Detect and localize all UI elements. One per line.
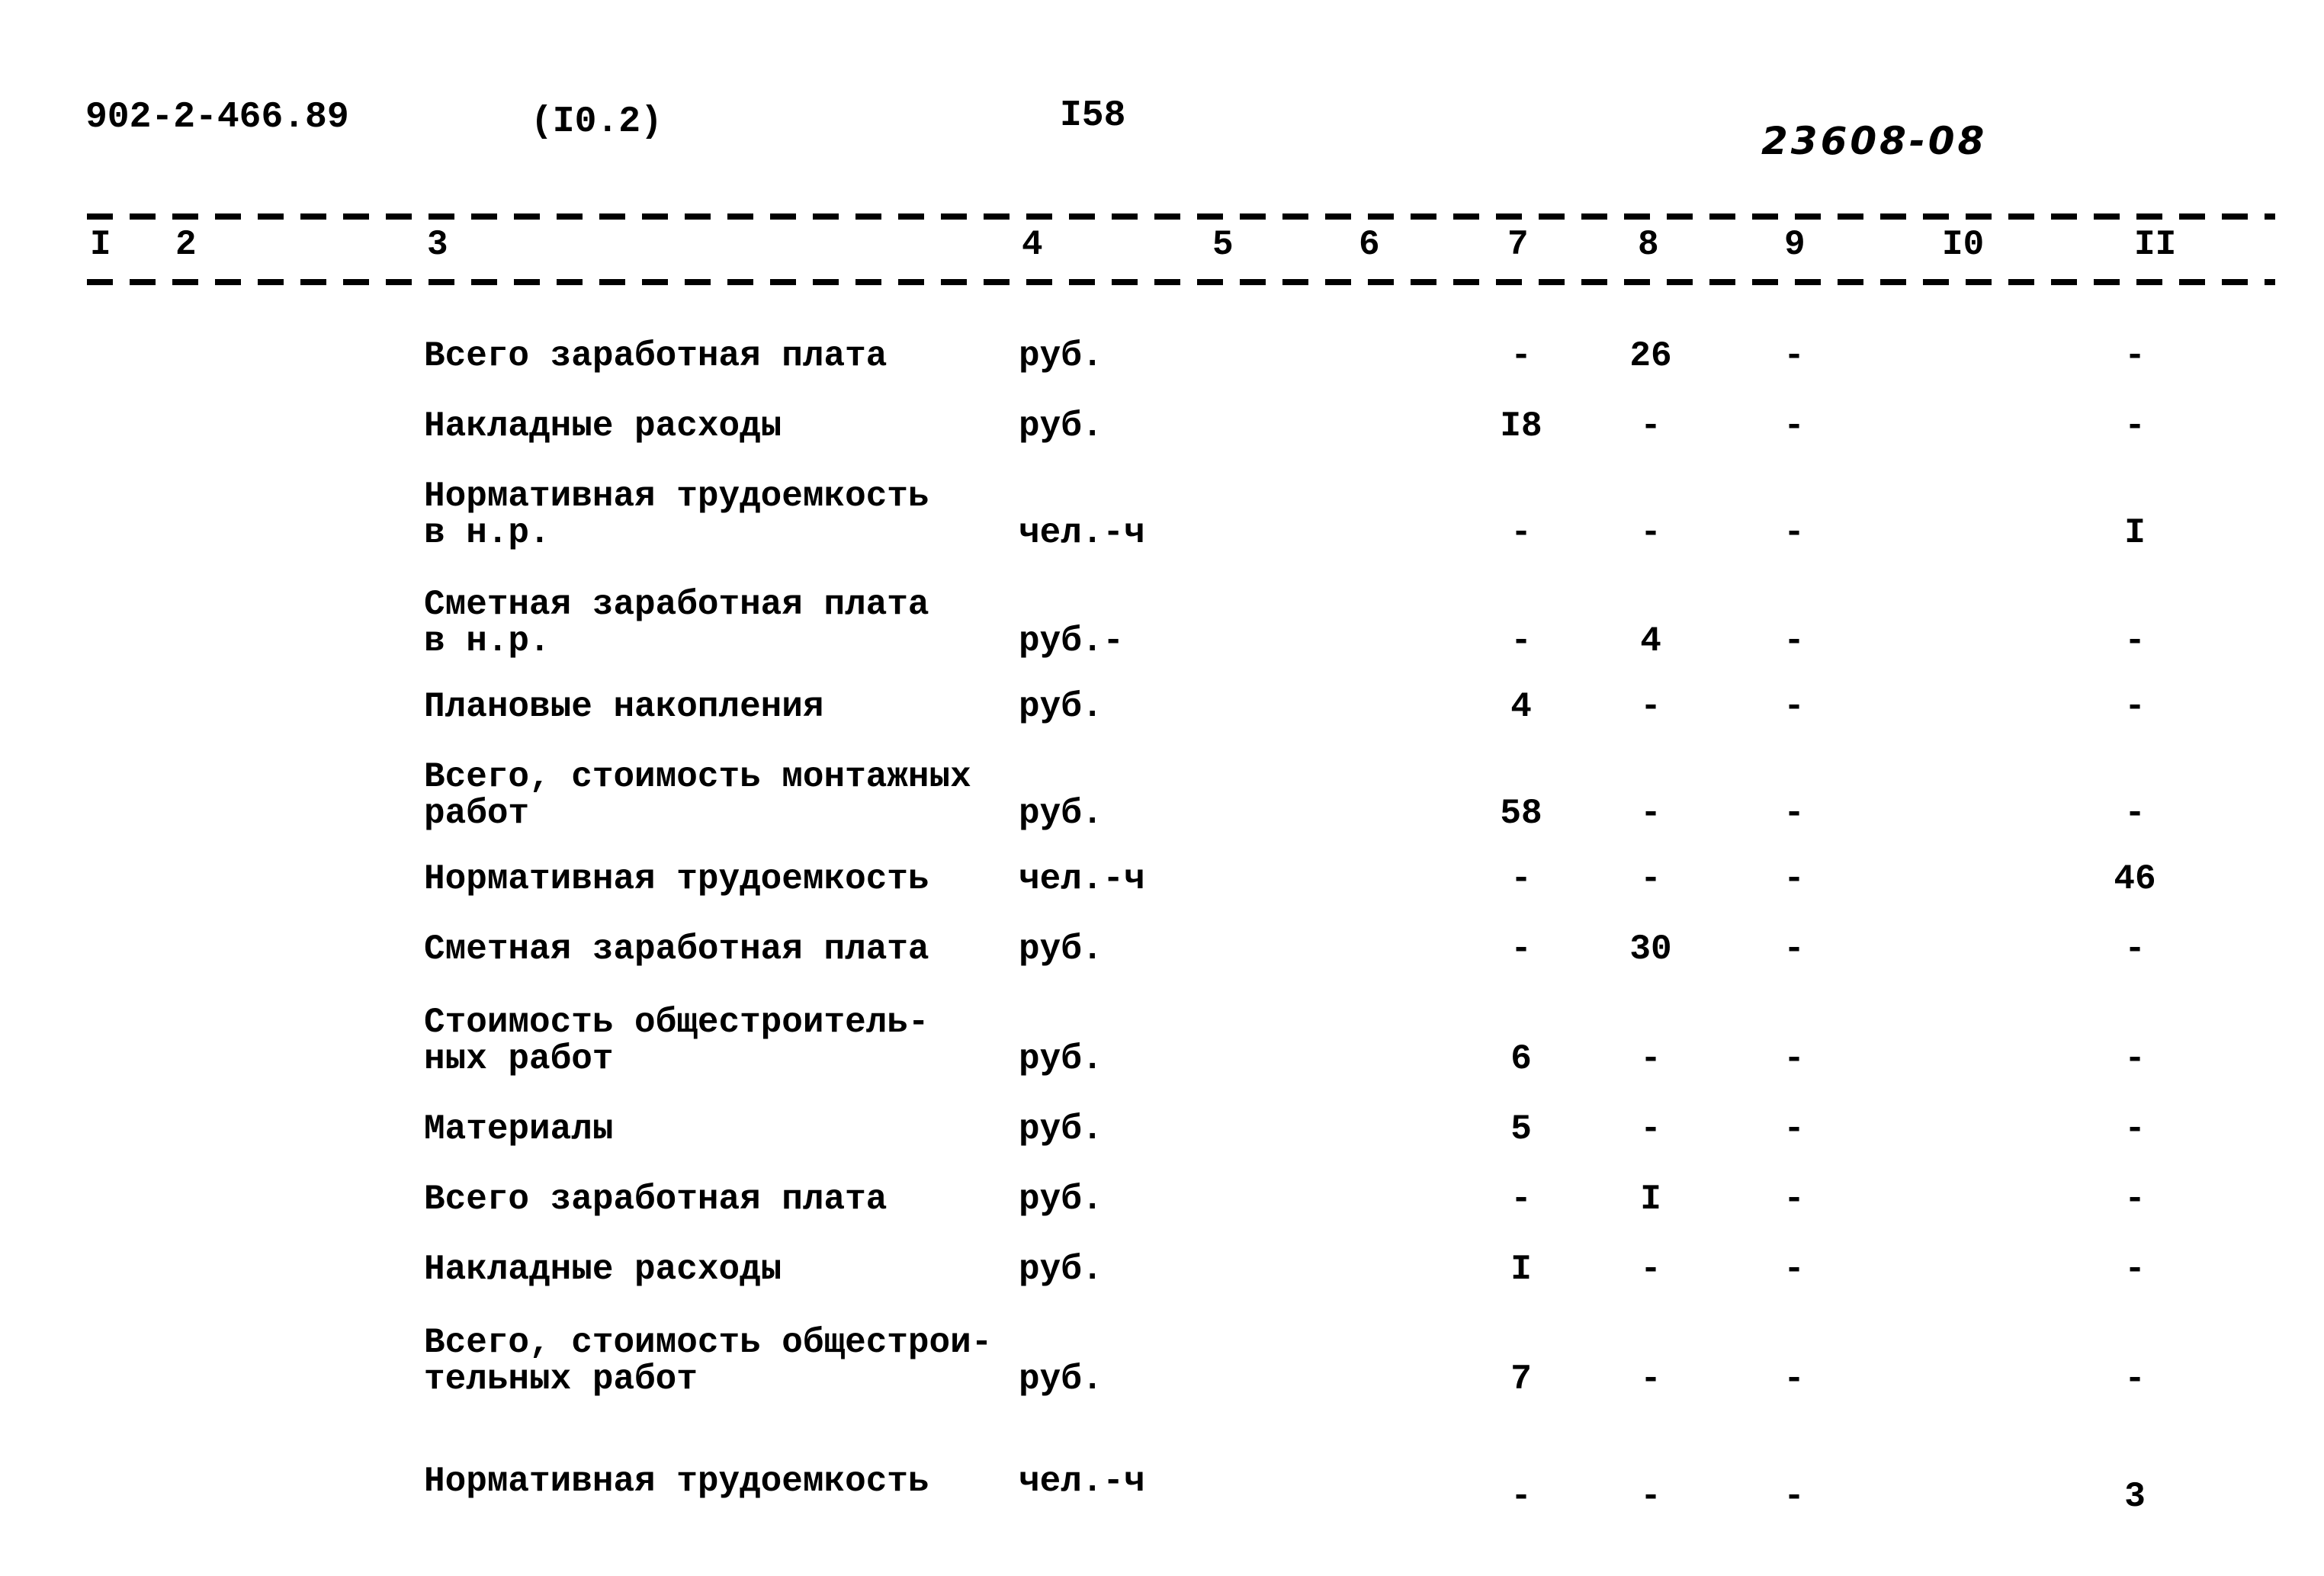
row-unit: руб. [1019,794,1103,833]
row-label: Сметная заработная плата [424,929,929,969]
cell-col-9: - [1783,406,1805,446]
cell-col-8: - [1640,1250,1661,1289]
row-label: тельных работ [424,1359,698,1399]
cell-col-9: - [1783,1109,1805,1149]
cell-col-8: - [1640,859,1661,899]
cell-col-8: - [1640,513,1661,553]
cell-col-11: 3 [2124,1477,2146,1517]
header-top-rule [87,213,2275,220]
cell-col-11: - [2124,687,2146,727]
cell-col-7: 5 [1510,1109,1532,1149]
row-unit: руб. [1019,336,1103,376]
cell-col-9: - [1783,1180,1805,1219]
row-label: Нормативная трудоемкость [424,859,929,899]
cell-col-7: I8 [1500,406,1542,446]
page-number: I58 [1060,95,1126,136]
cell-col-9: - [1783,1477,1805,1517]
cell-col-9: - [1783,621,1805,661]
row-unit: руб. [1019,406,1103,446]
cell-col-7: I [1510,1250,1532,1289]
cell-col-11: - [2124,1180,2146,1219]
cell-col-11: - [2124,1109,2146,1149]
column-number-3: 3 [427,225,448,265]
cell-col-11: - [2124,1250,2146,1289]
cell-col-9: - [1783,929,1805,969]
cell-col-7: 6 [1510,1039,1532,1079]
row-unit: руб. [1019,1250,1103,1289]
column-number-2: 2 [175,225,197,265]
row-label: Сметная заработная плата [424,585,929,624]
column-number-8: 8 [1638,225,1659,265]
cell-col-7: - [1510,1180,1532,1219]
cell-col-8: I [1640,1180,1661,1219]
cell-col-9: - [1783,1250,1805,1289]
row-unit: руб. [1019,1180,1103,1219]
section-number: (I0.2) [531,101,663,143]
column-number-5: 5 [1212,225,1234,265]
column-number-10: I0 [1942,225,1985,265]
row-label: в н.р. [424,621,551,661]
row-unit: чел.-ч [1019,513,1145,553]
cell-col-8: - [1640,1477,1661,1517]
row-label: Плановые накопления [424,687,824,727]
cell-col-11: - [2124,406,2146,446]
row-unit: руб. [1019,1109,1103,1149]
cell-col-11: I [2124,513,2146,553]
row-label: Накладные расходы [424,1250,782,1289]
row-label: Стоимость общестроитель- [424,1003,929,1042]
cell-col-9: - [1783,859,1805,899]
cell-col-8: 4 [1640,621,1661,661]
column-number-4: 4 [1022,225,1043,265]
cell-col-9: - [1783,1039,1805,1079]
cell-col-8: - [1640,1359,1661,1399]
cell-col-11: - [2124,929,2146,969]
row-label: Нормативная трудоемкость [424,477,929,516]
document-number: 902-2-466.89 [85,97,349,138]
cell-col-8: - [1640,687,1661,727]
row-label: Накладные расходы [424,406,782,446]
cell-col-7: - [1510,513,1532,553]
stamp-code: 23608-08 [1761,119,1988,163]
cell-col-9: - [1783,794,1805,833]
cell-col-8: 26 [1629,336,1672,376]
column-number-9: 9 [1784,225,1806,265]
row-label: Всего, стоимость монтажных [424,757,971,797]
row-label: Всего заработная плата [424,1180,888,1219]
cell-col-7: - [1510,621,1532,661]
column-number-6: 6 [1359,225,1380,265]
row-unit: руб. [1019,1359,1103,1399]
cell-col-7: - [1510,1477,1532,1517]
cell-col-7: 58 [1500,794,1542,833]
cell-col-7: - [1510,859,1532,899]
column-number-11: II [2134,225,2177,265]
cell-col-8: - [1640,794,1661,833]
row-label: Всего, стоимость общестрои- [424,1323,993,1363]
row-unit: чел.-ч [1019,859,1145,899]
cell-col-9: - [1783,336,1805,376]
column-number-7: 7 [1507,225,1529,265]
row-unit: руб.- [1019,621,1125,661]
row-label: Нормативная трудоемкость [424,1462,929,1501]
cell-col-11: - [2124,621,2146,661]
row-label: в н.р. [424,513,551,553]
cell-col-7: 7 [1510,1359,1532,1399]
cell-col-11: - [2124,1039,2146,1079]
cell-col-9: - [1783,687,1805,727]
row-label: работ [424,794,530,833]
cell-col-11: - [2124,336,2146,376]
column-number-1: I [90,225,111,265]
row-unit: руб. [1019,929,1103,969]
row-unit: чел.-ч [1019,1462,1145,1501]
row-unit: руб. [1019,687,1103,727]
cell-col-7: - [1510,929,1532,969]
row-label: Всего заработная плата [424,336,888,376]
cell-col-7: 4 [1510,687,1532,727]
cell-col-9: - [1783,513,1805,553]
cell-col-8: 30 [1629,929,1672,969]
cell-col-8: - [1640,1039,1661,1079]
cell-col-11: 46 [2114,859,2156,899]
cell-col-11: - [2124,1359,2146,1399]
cell-col-8: - [1640,1109,1661,1149]
cell-col-7: - [1510,336,1532,376]
cell-col-11: - [2124,794,2146,833]
cell-col-9: - [1783,1359,1805,1399]
row-label: Материалы [424,1109,614,1149]
header-bottom-rule [87,279,2275,285]
row-unit: руб. [1019,1039,1103,1079]
row-label: ных работ [424,1039,614,1079]
cell-col-8: - [1640,406,1661,446]
